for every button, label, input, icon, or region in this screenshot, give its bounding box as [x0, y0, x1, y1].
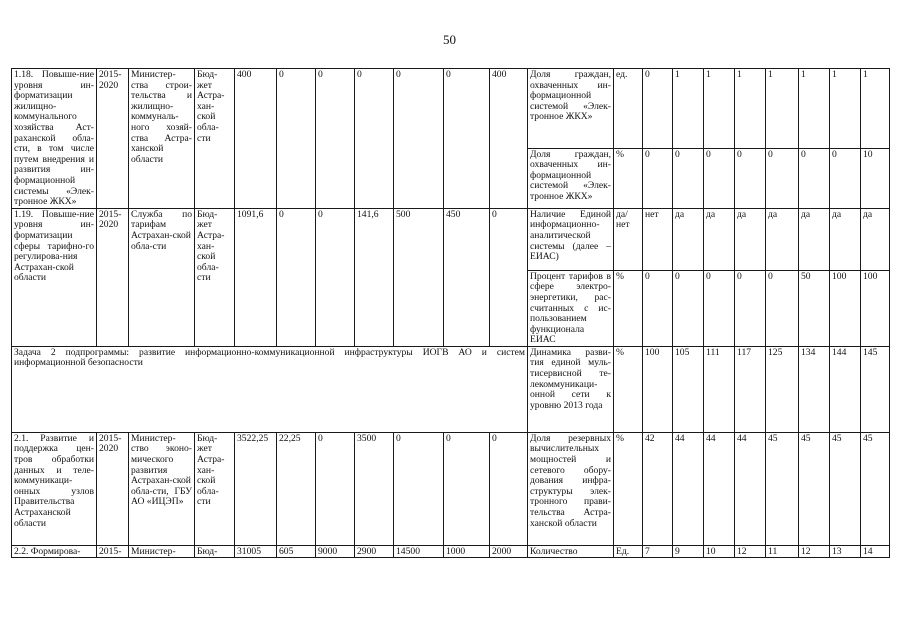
measure-period: 2015-2020: [97, 69, 129, 209]
indicator-value: 13: [830, 545, 861, 558]
indicator-value: 0: [735, 148, 766, 208]
indicator-unit: ед.: [614, 69, 643, 149]
indicator-value: 50: [799, 270, 830, 346]
amount-cell: 0: [355, 69, 394, 209]
indicator-value: 14: [861, 545, 890, 558]
indicator-unit: да/нет: [614, 208, 643, 270]
measure-name: 2.1. Развитие и поддержка цен-тров обработки данных и теле-коммуникаци-онных узлов Правительства Астраханской области: [12, 432, 97, 545]
indicator-unit: %: [614, 346, 643, 432]
indicator-value: 10: [704, 545, 735, 558]
amount-cell: 22,25: [277, 432, 316, 545]
indicator-value: 45: [861, 432, 890, 545]
indicator-value: 134: [799, 346, 830, 432]
indicator-value: 0: [766, 148, 799, 208]
indicator-value: 10: [861, 148, 890, 208]
measure-name: 1.18. Повыше-ние уровня ин-форматизации жилищно-коммунального хозяйства Аст-раханской обла-сти, в том числе путем внедрения и развития ин-формационной системы «Элек-тронное ЖКХ»: [12, 69, 97, 209]
amount-cell: 31005: [235, 545, 277, 558]
measure-source: Бюд-жет Астра-хан-ской обла-сти: [195, 208, 235, 346]
amount-cell: 1091,6: [235, 208, 277, 346]
indicator-value: 11: [766, 545, 799, 558]
indicator-unit: %: [614, 148, 643, 208]
indicator-value: 125: [766, 346, 799, 432]
indicator-value: да: [704, 208, 735, 270]
indicator-name: Доля граждан, охваченных ин-формационной системой «Элек-тронное ЖКХ»: [528, 148, 614, 208]
indicator-value: 0: [643, 69, 673, 149]
indicator-value: 12: [735, 545, 766, 558]
measure-period: 2015-2020: [97, 432, 129, 545]
measure-source: Бюд-: [195, 545, 235, 558]
measure-source: Бюд-жет Астра-хан-ской обла-сти: [195, 69, 235, 209]
amount-cell: 400: [490, 69, 528, 209]
indicator-value: 0: [643, 270, 673, 346]
table-row: [12, 545, 890, 558]
measure-name: 1.19. Повыше-ние уровня ин-форматизации сферы тарифно-го регулирова-ния Астрахан-ской области: [12, 208, 97, 346]
indicator-value: 0: [704, 270, 735, 346]
indicator-value: да: [861, 208, 890, 270]
table-row: [12, 346, 890, 432]
indicator-value: 0: [673, 270, 704, 346]
indicator-value: 144: [830, 346, 861, 432]
table-row: [12, 208, 890, 270]
measure-period: 2015-: [97, 545, 129, 558]
amount-cell: 0: [394, 432, 444, 545]
amount-cell: 0: [316, 69, 355, 209]
measure-name: 2.2. Формирова-: [12, 545, 97, 558]
measure-executor: Служба по тарифам Астрахан-ской обла-сти: [129, 208, 195, 346]
amount-cell: 0: [444, 69, 490, 209]
indicator-name: Доля граждан, охваченных ин-формационной системой «Элек-тронное ЖКХ»: [528, 69, 614, 149]
amount-cell: 3500: [355, 432, 394, 545]
measure-period: 2015-2020: [97, 208, 129, 346]
indicator-unit: Ед.: [614, 545, 643, 558]
indicator-value: 100: [643, 346, 673, 432]
amount-cell: 0: [490, 208, 528, 346]
indicator-name: Количество: [528, 545, 614, 558]
amount-cell: 141,6: [355, 208, 394, 346]
amount-cell: 0: [277, 208, 316, 346]
indicator-name: Динамика разви-тия единой муль-тисервисной те-лекоммуникаци-онной сети к уровню 2013 года: [528, 346, 614, 432]
amount-cell: 3522,25: [235, 432, 277, 545]
amount-cell: 1000: [444, 545, 490, 558]
indicator-name: Процент тарифов в сфере электро-энергетики, рас-считанных с ис-пользованием функционала ЕИАС: [528, 270, 614, 346]
indicator-value: 7: [643, 545, 673, 558]
table-row: [12, 432, 890, 545]
amount-cell: 0: [277, 69, 316, 209]
amount-cell: 500: [394, 208, 444, 346]
task-title: Задача 2 подпрограммы: развитие информационно-коммуникационной инфраструктуры ИОГВ АО и систем информационной безопасности: [12, 346, 528, 432]
amount-cell: 0: [316, 432, 355, 545]
indicator-name: Доля резервных вычислительных мощностей и сетевого обору-дования инфра-структуры элек-тронного прави-тельства Астра-ханской области: [528, 432, 614, 545]
amount-cell: 2000: [490, 545, 528, 558]
indicator-value: 9: [673, 545, 704, 558]
indicator-value: 44: [735, 432, 766, 545]
indicator-value: 1: [799, 69, 830, 149]
amount-cell: 9000: [316, 545, 355, 558]
measure-executor: Министер-: [129, 545, 195, 558]
measure-executor: Министер-ство эконо-мического развития Астрахан-ской обла-сти, ГБУ АО «ИЦЭП»: [129, 432, 195, 545]
amount-cell: 450: [444, 208, 490, 346]
indicator-value: 1: [861, 69, 890, 149]
indicator-value: 0: [766, 270, 799, 346]
indicator-value: 145: [861, 346, 890, 432]
indicator-unit: %: [614, 270, 643, 346]
indicator-value: 44: [673, 432, 704, 545]
indicator-value: 111: [704, 346, 735, 432]
indicator-value: 1: [735, 69, 766, 149]
indicator-value: 0: [799, 148, 830, 208]
page-number: 50: [443, 32, 456, 47]
indicator-value: 44: [704, 432, 735, 545]
amount-cell: 0: [394, 69, 444, 209]
indicator-value: 45: [830, 432, 861, 545]
program-table: [11, 68, 890, 558]
indicator-value: нет: [643, 208, 673, 270]
indicator-name: Наличие Единой информационно-аналитической системы (далее – ЕИАС): [528, 208, 614, 270]
indicator-value: 1: [673, 69, 704, 149]
indicator-value: да: [735, 208, 766, 270]
amount-cell: 400: [235, 69, 277, 209]
indicator-unit: %: [614, 432, 643, 545]
indicator-value: 1: [830, 69, 861, 149]
indicator-value: да: [830, 208, 861, 270]
table-row: [12, 69, 890, 149]
amount-cell: 0: [444, 432, 490, 545]
indicator-value: 1: [704, 69, 735, 149]
measure-source: Бюд-жет Астра-хан-ской обла-сти: [195, 432, 235, 545]
indicator-value: 100: [861, 270, 890, 346]
indicator-value: 42: [643, 432, 673, 545]
indicator-value: 12: [799, 545, 830, 558]
indicator-value: 0: [643, 148, 673, 208]
amount-cell: 14500: [394, 545, 444, 558]
amount-cell: 2900: [355, 545, 394, 558]
indicator-value: да: [766, 208, 799, 270]
indicator-value: 45: [766, 432, 799, 545]
indicator-value: да: [799, 208, 830, 270]
indicator-value: 0: [830, 148, 861, 208]
indicator-value: 1: [766, 69, 799, 149]
indicator-value: 100: [830, 270, 861, 346]
indicator-value: 0: [673, 148, 704, 208]
indicator-value: да: [673, 208, 704, 270]
indicator-value: 45: [799, 432, 830, 545]
measure-executor: Министер-ства строи-тельства и жилищно-коммуналь-ного хозяй-ства Астра-ханской области: [129, 69, 195, 209]
amount-cell: 0: [490, 432, 528, 545]
indicator-value: 0: [704, 148, 735, 208]
indicator-value: 0: [735, 270, 766, 346]
amount-cell: 605: [277, 545, 316, 558]
indicator-value: 105: [673, 346, 704, 432]
amount-cell: 0: [316, 208, 355, 346]
indicator-value: 117: [735, 346, 766, 432]
